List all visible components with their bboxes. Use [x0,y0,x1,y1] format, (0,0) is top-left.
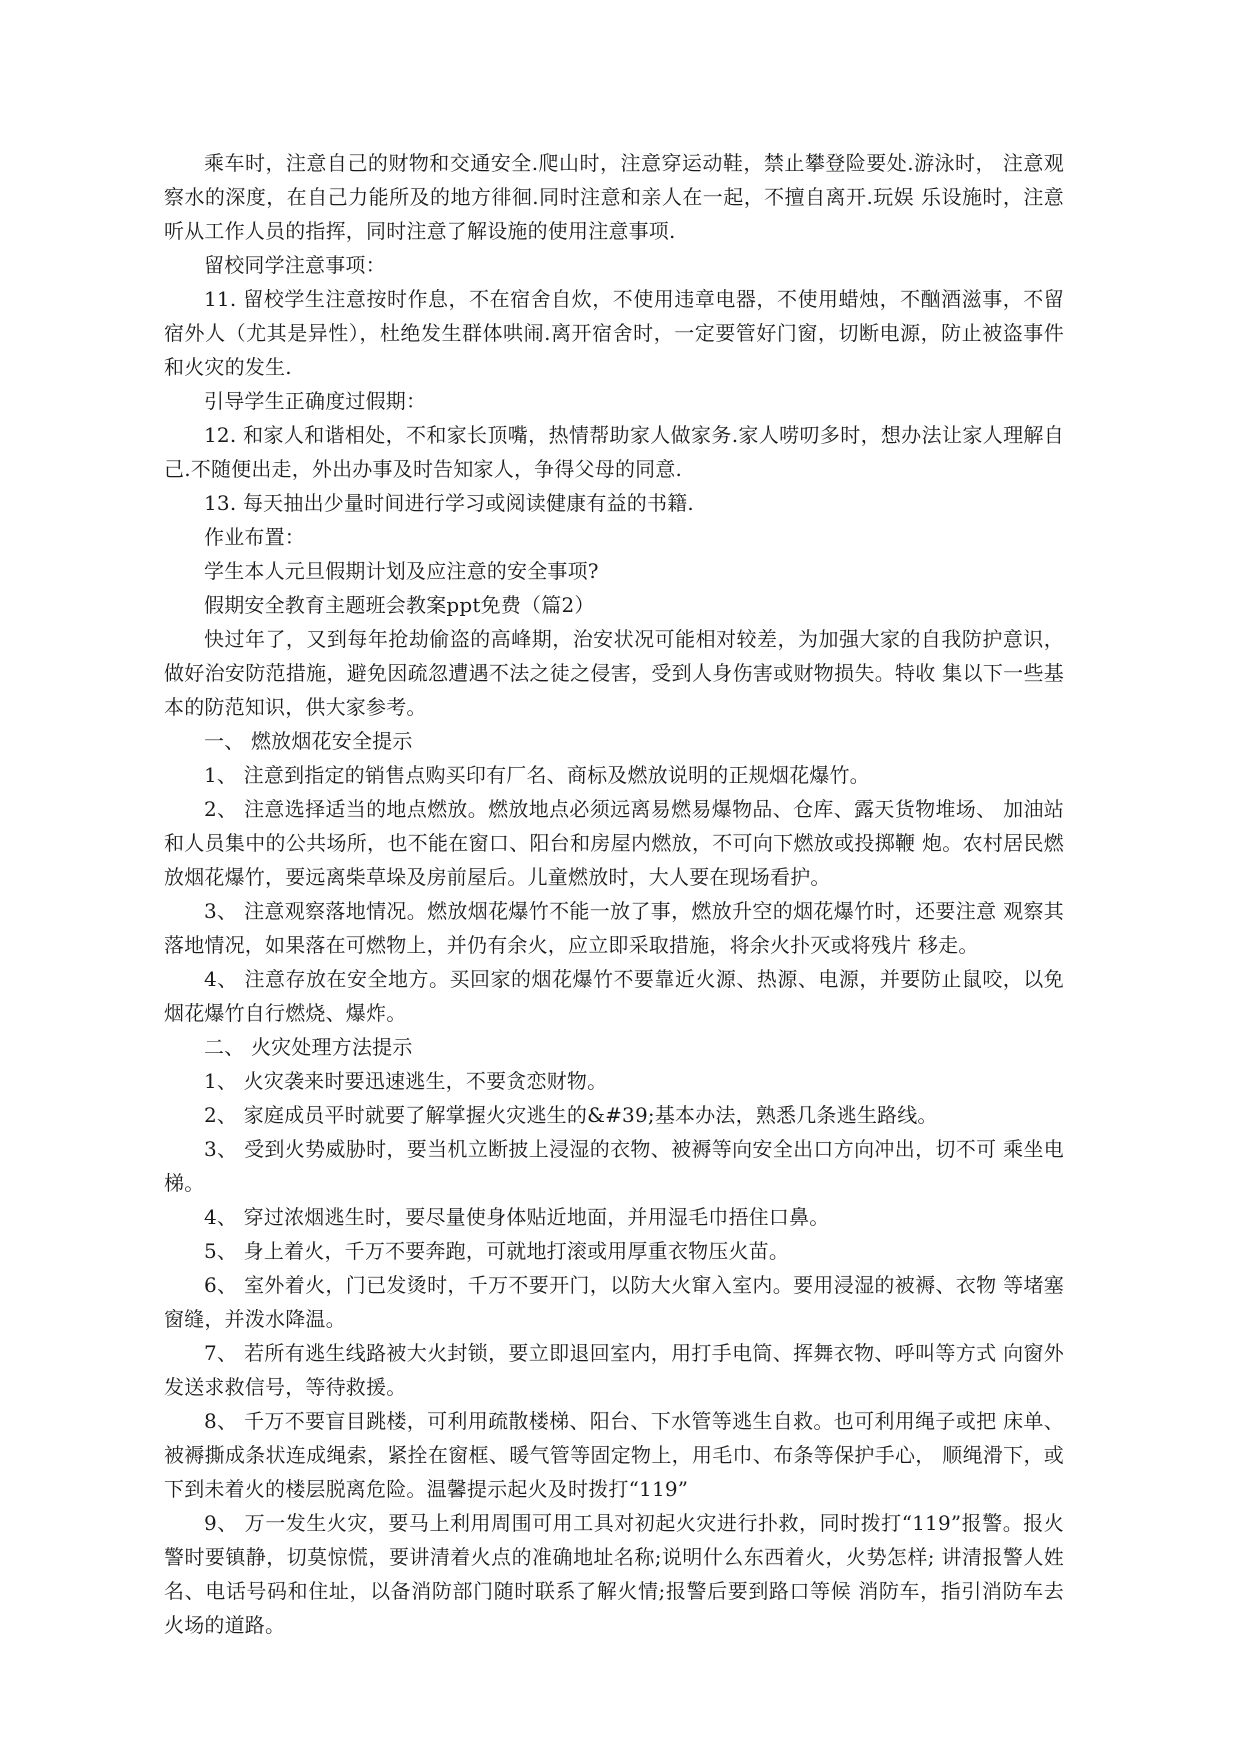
fire-item-5: 5、 身上着火，千万不要奔跑，可就地打滚或用厚重衣物压火苗。 [204,1239,790,1263]
heading-guide-holiday: 引导学生正确度过假期： [204,389,427,413]
heading-fire-handling: 二、 火灾处理方法提示 [204,1035,413,1059]
fire-item-7: 7、 若所有逃生线路被大火封锁，要立即退回室内，用打手电筒、挥舞衣物、呼叫等方式 向窗外发送求救信号，等待救援。 [164,1341,1064,1399]
fireworks-item-2: 2、 注意选择适当的地点燃放。燃放地点必须远离易燃易爆物品、仓库、露天货物堆场、 加油站和人员集中的公共场所，也不能在窗口、阳台和房屋内燃放，不可向下燃放或投掷鞭 炮。农村居民燃放烟花爆竹，要远离柴草垛及房前屋后。儿童燃放时，大人要在现场看护。 [164,797,1064,889]
fire-item-9: 9、 万一发生火灾，要马上利用周围可用工具对初起火灾进行扑救，同时拨打“119”报警。报火警时要镇静，切莫惊慌，要讲清着火点的准确地址名称;说明什么东西着火，火势怎样; 讲清报警人姓名、电话号码和住址，以备消防部门随时联系了解火情;报警后要到路口等候 消防车，指引消防车去火场的道路。 [164,1511,1064,1637]
fire-item-3: 3、 受到火势威胁时，要当机立断披上浸湿的衣物、被褥等向安全出口方向冲出，切不可 乘坐电梯。 [164,1137,1064,1195]
paragraph-travel-safety: 乘车时，注意自己的财物和交通安全.爬山时，注意穿运动鞋，禁止攀登险要处.游泳时， 注意观察水的深度，在自己力能所及的地方徘徊.同时注意和亲人在一起，不擅自离开.玩娱 乐设施时，注意听从工作人员的指挥，同时注意了解设施的使用注意事项. [164,151,1064,243]
section-title-part2: 假期安全教育主题班会教案ppt免费（篇2） [204,593,595,617]
heading-homework: 作业布置： [204,525,305,549]
fire-item-4: 4、 穿过浓烟逃生时，要尽量使身体贴近地面，并用湿毛巾捂住口鼻。 [204,1205,830,1229]
fire-item-6: 6、 室外着火，门已发烫时，千万不要开门，以防大火窜入室内。要用浸湿的被褥、衣物 等堵塞窗缝，并泼水降温。 [164,1273,1064,1331]
fireworks-item-3: 3、 注意观察落地情况。燃放烟花爆竹不能一放了事，燃放升空的烟花爆竹时，还要注意 观察其落地情况，如果落在可燃物上，并仍有余火，应立即采取措施，将余火扑灭或将残片 移走。 [164,899,1064,957]
homework-text: 学生本人元旦假期计划及应注意的安全事项? [204,559,599,583]
item-13: 13. 每天抽出少量时间进行学习或阅读健康有益的书籍. [204,491,694,515]
fire-item-8: 8、 千万不要盲目跳楼，可利用疏散楼梯、阳台、下水管等逃生自救。也可利用绳子或把 床单、被褥撕成条状连成绳索，紧拴在窗框、暖气管等固定物上，用毛巾、布条等保护手心， 顺绳滑下，或下到未着火的楼层脱离危险。温馨提示起火及时拨打“119” [164,1409,1064,1501]
fireworks-item-1: 1、 注意到指定的销售点购买印有厂名、商标及燃放说明的正规烟花爆竹。 [204,763,870,787]
fireworks-item-4: 4、 注意存放在安全地方。买回家的烟花爆竹不要靠近火源、热源、电源，并要防止鼠咬，以免烟花爆竹自行燃烧、爆炸。 [164,967,1064,1025]
item-11: 11. 留校学生注意按时作息，不在宿舍自炊，不使用违章电器，不使用蜡烛，不酗酒滋事，不留宿外人（尤其是异性），杜绝发生群体哄闹.离开宿舍时，一定要管好门窗，切断电源，防止被盗事件和火灾的发生. [164,287,1064,379]
document-body [164,146,1064,1642]
fire-item-2: 2、 家庭成员平时就要了解掌握火灾逃生的&#39;基本办法，熟悉几条逃生路线。 [204,1103,938,1127]
intro-paragraph: 快过年了，又到每年抢劫偷盗的高峰期，治安状况可能相对较差，为加强大家的自我防护意识，做好治安防范措施，避免因疏忽遭遇不法之徒之侵害，受到人身伤害或财物损失。特收 集以下一些基本的防范知识，供大家参考。 [164,627,1064,719]
fire-item-1: 1、 火灾袭来时要迅速逃生，不要贪恋财物。 [204,1069,608,1093]
heading-staying-students: 留校同学注意事项： [204,253,386,277]
item-12: 12. 和家人和谐相处，不和家长顶嘴，热情帮助家人做家务.家人唠叨多时，想办法让家人理解自己.不随便出走，外出办事及时告知家人，争得父母的同意. [164,423,1064,481]
heading-fireworks: 一、 燃放烟花安全提示 [204,729,413,753]
